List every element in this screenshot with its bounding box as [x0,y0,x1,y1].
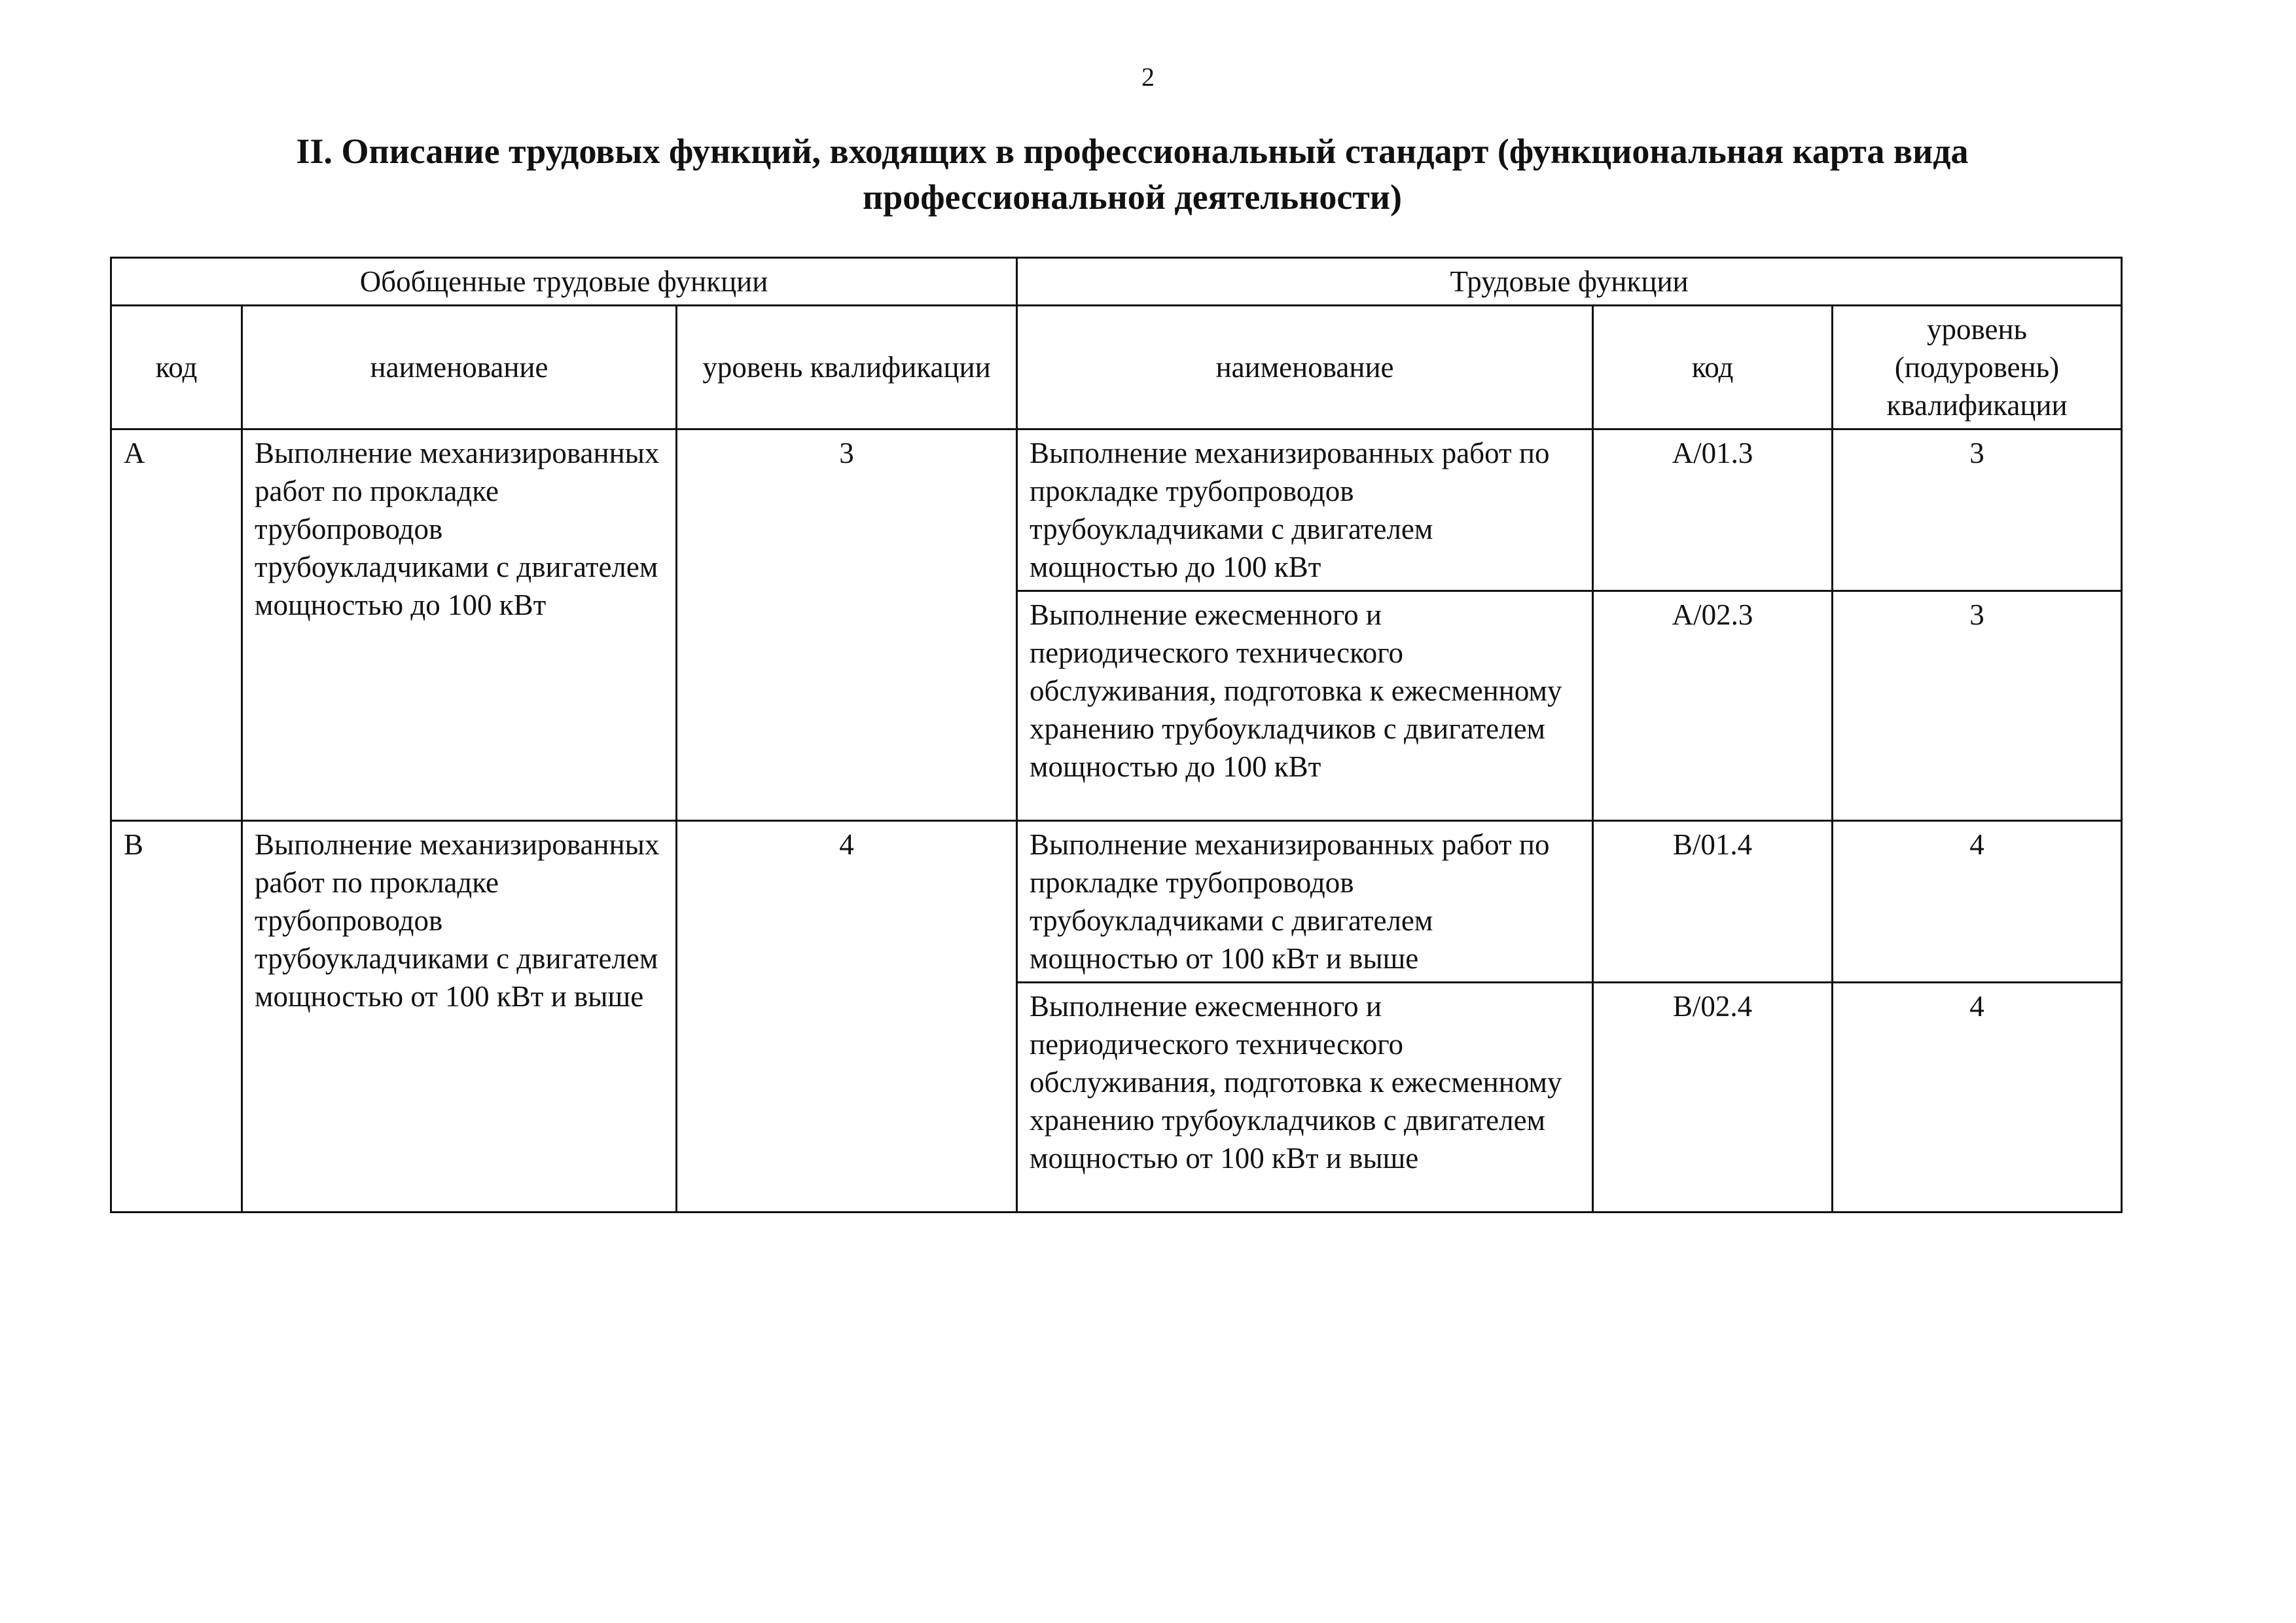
gen-function-level: 4 [677,821,1017,1213]
column-header-row [111,306,2122,429]
page-number: 2 [1141,62,1155,92]
table-row [111,429,2122,591]
col-header-lf-name: наименование [1017,306,1593,429]
labor-function-level: 4 [1833,821,2122,983]
labor-function-name: Выполнение механизированных работ по прокладке трубопроводов трубоукладчиками с двигателем мощностью до 100 кВт [1017,429,1593,591]
gen-function-code: А [111,429,242,821]
labor-function-code: В/02.4 [1593,983,1833,1213]
labor-function-name: Выполнение механизированных работ по прокладке трубопроводов трубоукладчиками с двигателем мощностью от 100 кВт и выше [1017,821,1593,983]
group-header-row [111,258,2122,306]
gen-function-name: Выполнение механизированных работ по прокладке трубопроводов трубоукладчиками с двигателем мощностью до 100 кВт [242,429,677,821]
gen-function-code: В [111,821,242,1213]
labor-function-name: Выполнение ежесменного и периодического технического обслуживания, подготовка к ежесменному хранению трубоукладчиков с двигателем мощностью от 100 кВт и выше [1017,983,1593,1213]
labor-function-name: Выполнение ежесменного и периодического технического обслуживания, подготовка к ежесменному хранению трубоукладчиков с двигателем мощностью до 100 кВт [1017,591,1593,821]
col-header-lf-code: код [1593,306,1833,429]
table-row [111,821,2122,983]
gen-function-level: 3 [677,429,1017,821]
page-title [131,128,2134,220]
labor-function-code: А/01.3 [1593,429,1833,591]
col-header-gen-name: наименование [242,306,677,429]
generalized-functions-header: Обобщенные трудовые функции [111,258,1017,306]
gen-function-name: Выполнение механизированных работ по прокладке трубопроводов трубоукладчиками с двигателем мощностью от 100 кВт и выше [242,821,677,1213]
functional-map-table [110,257,2123,1213]
labor-function-level: 3 [1833,429,2122,591]
labor-function-level: 3 [1833,591,2122,821]
labor-functions-header: Трудовые функции [1017,258,2122,306]
col-header-lf-level: уровень (подуровень) квалификации [1833,306,2122,429]
labor-function-code: А/02.3 [1593,591,1833,821]
page-title-line-2: профессиональной деятельности) [863,177,1402,217]
col-header-gen-code: код [111,306,242,429]
labor-function-level: 4 [1833,983,2122,1213]
page-title-line-1: II. Описание трудовых функций, входящих в профессиональный стандарт (функциональная карта вида [296,132,1969,171]
labor-function-code: В/01.4 [1593,821,1833,983]
col-header-gen-level: уровень квалификации [677,306,1017,429]
